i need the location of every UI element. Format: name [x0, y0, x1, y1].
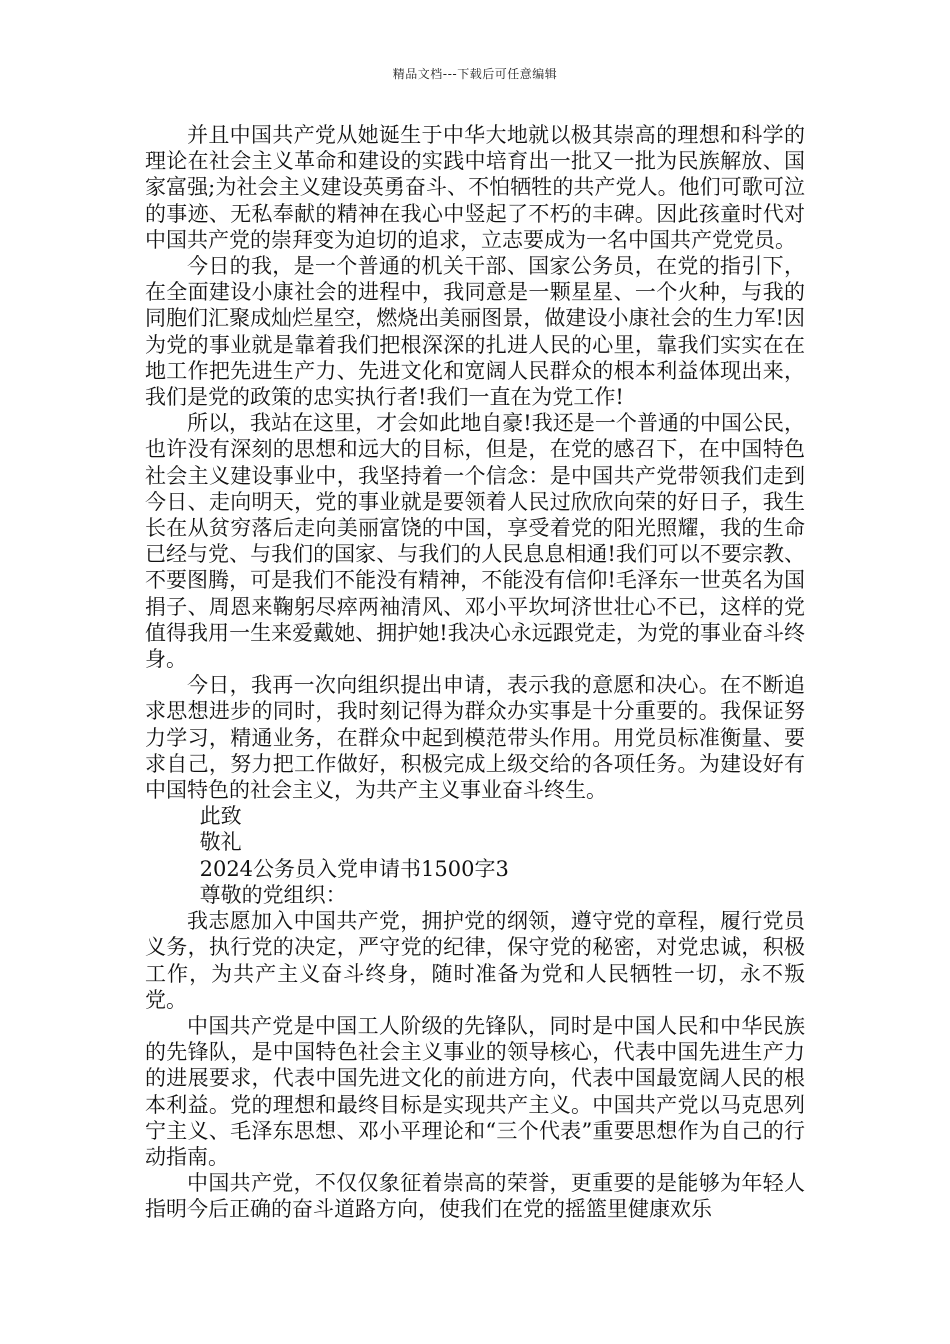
paragraph: 所以，我站在这里，才会如此地自豪!我还是一个普通的中国公民，也许没有深刻的思想和远大的目标，但是，在党的感召下，在中国特色社会主义建设事业中，我坚持着一个信念：是中国共产党带领我们走到今日、走向明天，党的事业就是要领着人民过欣欣向荣的好日子，我生长在从贫穷落后走向美丽富饶的中国，享受着党的阳光照耀，我的生命已经与党、与我们的国家、与我们的人民息息相通!我们可以不要宗教、不要图腾，可是我们不能没有精神，不能没有信仰!毛泽东一世英名为国捐子、周恩来鞠躬尽瘁两袖清风、邓小平坎坷济世壮心不已，这样的党值得我用一生来爱戴她、拥护她!我决心永远跟党走，为党的事业奋斗终身。 [145, 411, 805, 672]
page-header: 精品文档---下载后可任意编辑 [392, 67, 558, 81]
section-title: 2024公务员入党申请书1500字3 [199, 856, 509, 881]
paragraph: 今日的我，是一个普通的机关干部、国家公务员，在党的指引下，在全面建设小康社会的进程中，我同意是一颗星星、一个火种，与我的同胞们汇聚成灿烂星空，燃烧出美丽图景，做建设小康社会的生力军!因为党的事业就是靠着我们把根深深的扎进人民的心里，靠我们实实在在地工作把先进生产力、先进文化和宽阔人民群众的根本利益体现出来，我们是党的政策的忠实执行者!我们一直在为党工作! [145, 254, 805, 410]
paragraph: 并且中国共产党从她诞生于中华大地就以极其崇高的理想和科学的理论在社会主义革命和建设的实践中培育出一批又一批为民族解放、国家富强;为社会主义建设英勇奋斗、不怕牺牲的共产党人。他们可歌可泣的事迹、无私奉献的精神在我心中竖起了不朽的丰碑。因此孩童时代对中国共产党的崇拜变为迫切的追求，立志要成为一名中国共产党党员。 [145, 123, 805, 252]
paragraph: 中国共产党，不仅仅象征着崇高的荣誉，更重要的是能够为年轻人指明今后正确的奋斗道路方向，使我们在党的摇篮里健康欢乐 [145, 1171, 805, 1222]
paragraph: 我志愿加入中国共产党，拥护党的纲领，遵守党的章程，履行党员义务，执行党的决定，严守党的纪律，保守党的秘密，对党忠诚，积极工作，为共产主义奋斗终身，随时准备为党和人民牺牲一切，永不叛党。 [145, 909, 805, 1012]
paragraph: 今日，我再一次向组织提出申请，表示我的意愿和决心。在不断追求思想进步的同时，我时刻记得为群众办实事是十分重要的。我保证努力学习，精通业务，在群众中起到模范带头作用。用党员标准衡量、要求自己，努力把工作做好，积极完成上级交给的各项任务。为建设好有中国特色的社会主义，为共产主义事业奋斗终生。 [145, 673, 805, 803]
closing-line: 敬礼 [199, 830, 242, 855]
paragraph: 中国共产党是中国工人阶级的先锋队，同时是中国人民和中华民族的先锋队，是中国特色社会主义事业的领导核心，代表中国先进生产力的进展要求，代表中国先进文化的前进方向，代表中国最宽阔人民的根本利益。党的理想和最终目标是实现共产主义。中国共产党以马克思列宁主义、毛泽东思想、邓小平理论和“三个代表”重要思想作为自己的行动指南。 [145, 1013, 805, 1169]
document-body [145, 122, 805, 1223]
salutation: 尊敬的党组织： [199, 882, 347, 907]
closing-line: 此致 [199, 804, 242, 829]
